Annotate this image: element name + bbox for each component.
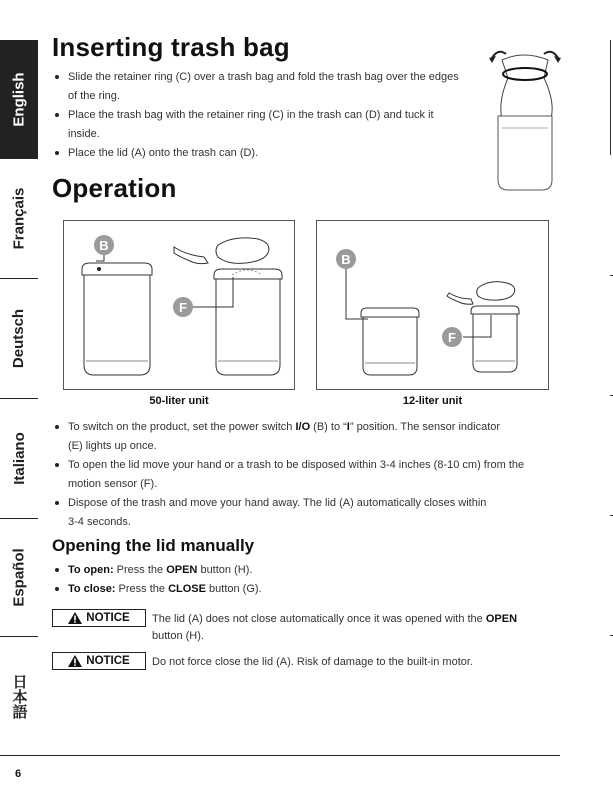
- figure-12-liter: [316, 220, 549, 390]
- list-item: To close: Press the CLOSE button (G).: [52, 580, 552, 599]
- right-edge-rule: [610, 40, 611, 155]
- list-item: To switch on the product, set the power switch I/O (B) to “I” position. The sensor indicator (E) lights up once.: [52, 418, 562, 456]
- manual-lid-list: [52, 561, 552, 599]
- list-item: Place the lid (A) onto the trash can (D).: [52, 144, 492, 163]
- footer-rule: [0, 755, 560, 756]
- tab-espanol[interactable]: Español: [0, 518, 38, 636]
- heading-opening-lid-manually: Opening the lid manually: [52, 536, 255, 555]
- list-item: To open the lid move your hand or a trash to be disposed within 3-4 inches (8-10 cm) from the motion sensor (F).: [52, 456, 562, 494]
- notice-badge: NOTICE: [52, 652, 146, 670]
- callout-b-left: B: [99, 238, 109, 253]
- notice-badge: NOTICE: [52, 609, 146, 627]
- trash-can-50l-illustration: [64, 221, 294, 389]
- tab-japanese[interactable]: 日本語: [0, 636, 38, 756]
- operation-steps-list: [52, 418, 562, 532]
- trash-bag-illustration: [484, 44, 566, 204]
- list-item: Slide the retainer ring (C) over a trash bag and fold the trash bag over the edges of the ring.: [52, 68, 492, 106]
- caption-12-liter: 12-liter unit: [402, 395, 463, 407]
- caption-50-liter: 50-liter unit: [149, 395, 209, 407]
- callout-f-right: F: [448, 330, 456, 345]
- heading-inserting-trash-bag: Inserting trash bag: [52, 32, 290, 62]
- heading-operation: Operation: [52, 173, 177, 203]
- tab-english[interactable]: English: [0, 40, 38, 158]
- trash-can-12l-illustration: [317, 221, 548, 389]
- figure-50-liter: [63, 220, 295, 390]
- warning-icon: [68, 655, 82, 667]
- notice-text: Do not force close the lid (A). Risk of damage to the built-in motor.: [152, 656, 473, 668]
- notice-text: The lid (A) does not close automatically once it was opened with the OPEN button (H).: [152, 613, 518, 642]
- page-number: 6: [15, 768, 22, 780]
- tab-deutsch[interactable]: Deutsch: [0, 278, 38, 398]
- tab-italiano[interactable]: Italiano: [0, 398, 38, 518]
- callout-f-left: F: [179, 300, 187, 315]
- list-item: Dispose of the trash and move your hand away. The lid (A) automatically closes within 3-4 seconds.: [52, 494, 562, 532]
- list-item: To open: Press the OPEN button (H).: [52, 561, 552, 580]
- list-item: Place the trash bag with the retainer ring (C) in the trash can (D) and tuck it inside.: [52, 106, 492, 144]
- tab-francais[interactable]: Français: [0, 158, 38, 278]
- warning-icon: [68, 612, 82, 624]
- callout-b-right: B: [341, 252, 351, 267]
- inserting-steps-list: [52, 68, 492, 163]
